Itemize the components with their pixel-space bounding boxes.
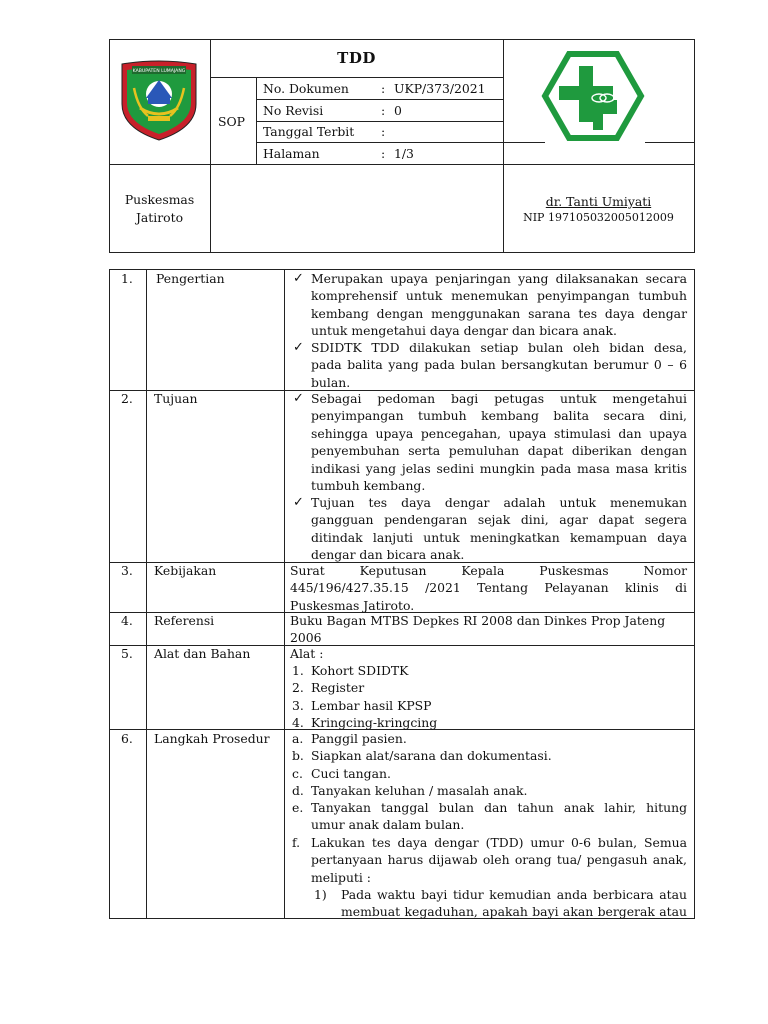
step-paragraph: [311, 799, 687, 834]
paragraph-line: indikasi yang jelas sedini mungkin pada masa masa kritis: [311, 460, 687, 476]
step-letter: e.: [292, 800, 304, 815]
substep-paragraph: [341, 886, 687, 921]
meta-value-revision: 0: [394, 103, 402, 118]
step-text: Tanyakan keluhan / masalah anak.: [311, 783, 528, 798]
paragraph-line: dengar dan bicara anak.: [311, 547, 465, 563]
sop-label: SOP: [218, 114, 245, 129]
paragraph-line: tumbuh kembang.: [311, 478, 426, 494]
bullet-paragraph: [311, 494, 687, 564]
regency-logo-text: KABUPATEN LUMAJANG: [132, 69, 186, 74]
section-title: Kebijakan: [154, 563, 217, 578]
check-icon: ✓: [293, 340, 304, 355]
step-paragraph: [311, 834, 687, 886]
substep-number: 1): [314, 887, 327, 902]
reference-paragraph: [290, 612, 687, 647]
meta-value-page: 1/3: [394, 146, 414, 161]
paragraph-line: pertanyaan harus dijawab oleh orang tua/ pengasuh anak,: [311, 852, 687, 868]
meta-sep: :: [381, 124, 386, 139]
step-letter: c.: [292, 766, 303, 781]
paragraph-line: penyembuhan serta pemuluhan dapat diberikan dengan: [311, 443, 687, 459]
section-title: Pengertian: [156, 271, 225, 286]
signer-nip: NIP 197105032005012009: [523, 211, 674, 224]
section-title: Langkah Prosedur: [154, 731, 270, 746]
section-title: Alat dan Bahan: [154, 646, 251, 661]
section-number: 1.: [121, 271, 133, 286]
list-item: Kohort SDIDTK: [311, 663, 409, 678]
list-number: 3.: [292, 698, 304, 713]
list-item: Register: [311, 680, 365, 695]
tools-intro: Alat :: [290, 646, 324, 661]
check-icon: ✓: [293, 495, 304, 510]
paragraph-line: Surat Keputusan Kepala Puskesmas Nomor: [290, 563, 687, 578]
section-number: 3.: [121, 563, 133, 578]
step-letter: a.: [292, 731, 304, 746]
paragraph-line: Sebagai pedoman bagi petugas untuk mengetahui: [311, 391, 687, 406]
paragraph-line: 2006: [290, 630, 322, 646]
check-icon: ✓: [293, 391, 304, 406]
org-name: Puskesmas: [124, 192, 195, 207]
step-text: Cuci tangan.: [311, 766, 391, 781]
meta-sep: :: [381, 81, 386, 96]
paragraph-line: Tujuan tes daya dengar adalah untuk menemukan: [311, 495, 687, 510]
list-item: Lembar hasil KPSP: [311, 698, 432, 713]
paragraph-line: gangguan pendengaran sejak dini, agar dapat segera: [311, 512, 687, 528]
step-letter: b.: [292, 748, 304, 763]
bullet-paragraph: [311, 270, 687, 340]
signer-name: dr. Tanti Umiyati: [545, 194, 652, 209]
section-number: 6.: [121, 731, 133, 746]
paragraph-line: bulan.: [311, 374, 351, 390]
paragraph-line: sehingga upaya pencegahan, upaya stimulasi dan upaya: [311, 425, 687, 441]
paragraph-line: kembang dengan menggunakan sarana tes daya dengar: [311, 305, 687, 321]
paragraph-line: SDIDTK TDD dilakukan setiap bulan oleh bidan desa,: [311, 340, 687, 355]
list-item: Kringcing-kringcing: [311, 715, 438, 730]
section-number: 5.: [121, 646, 133, 661]
paragraph-line: meliputi :: [311, 869, 371, 885]
meta-label-issue-date: Tanggal Terbit: [263, 124, 355, 139]
meta-label-page: Halaman: [263, 146, 320, 161]
bullet-paragraph: [311, 339, 687, 391]
paragraph-line: Pada waktu bayi tidur kemudian anda berbicara atau: [341, 887, 687, 902]
paragraph-line: ditindak lanjuti untuk meningkatkan kemampuan daya: [311, 529, 687, 545]
regency-logo: [118, 58, 200, 142]
step-letter: d.: [292, 783, 304, 798]
paragraph-line: untuk mengetahui daya dengar dan bicara anak.: [311, 323, 617, 339]
check-icon: ✓: [293, 271, 304, 286]
step-text: Panggil pasien.: [311, 731, 407, 746]
meta-sep: :: [381, 103, 386, 118]
policy-paragraph: [290, 562, 687, 614]
meta-label-doc-number: No. Dokumen: [263, 81, 349, 96]
paragraph-line: Merupakan upaya penjaringan yang dilaksanakan secara: [311, 271, 687, 286]
step-text: Siapkan alat/sarana dan dokumentasi.: [311, 748, 552, 763]
puskesmas-logo: [541, 50, 645, 142]
org-name: Jatiroto: [135, 210, 184, 225]
meta-label-revision: No Revisi: [263, 103, 324, 118]
paragraph-line: umur anak dalam bulan.: [311, 817, 465, 833]
paragraph-line: Buku Bagan MTBS Depkes RI 2008 dan Dinkes Prop Jateng: [290, 613, 666, 628]
paragraph-line: pada balita yang pada bulan bersangkutan berumur 0 – 6: [311, 357, 687, 373]
paragraph-line: membuat kegaduhan, apakah bayi akan bergerak atau: [341, 904, 687, 920]
section-number: 4.: [121, 613, 133, 628]
section-number: 2.: [121, 391, 133, 406]
paragraph-line: Tanyakan tanggal bulan dan tahun anak lahir, hitung: [311, 800, 687, 815]
section-title: Referensi: [154, 613, 215, 628]
paragraph-line: komprehensif untuk menemukan penyimpangan tumbuh: [311, 288, 687, 304]
list-number: 2.: [292, 680, 304, 695]
meta-sep: :: [381, 146, 386, 161]
meta-value-doc-number: UKP/373/2021: [394, 81, 486, 96]
step-letter: f.: [292, 835, 301, 850]
list-number: 1.: [292, 663, 304, 678]
paragraph-line: Puskesmas Jatiroto.: [290, 597, 415, 613]
document-title: TDD: [337, 49, 376, 67]
bullet-paragraph: [311, 390, 687, 494]
paragraph-line: Lakukan tes daya dengar (TDD) umur 0-6 bulan, Semua: [311, 835, 687, 850]
paragraph-line: 445/196/427.35.15 /2021 Tentang Pelayanan klinis di: [290, 580, 687, 596]
paragraph-line: penyimpangan tumbuh kembang balita secara dini,: [311, 408, 687, 424]
section-title: Tujuan: [154, 391, 198, 406]
list-number: 4.: [292, 715, 304, 730]
